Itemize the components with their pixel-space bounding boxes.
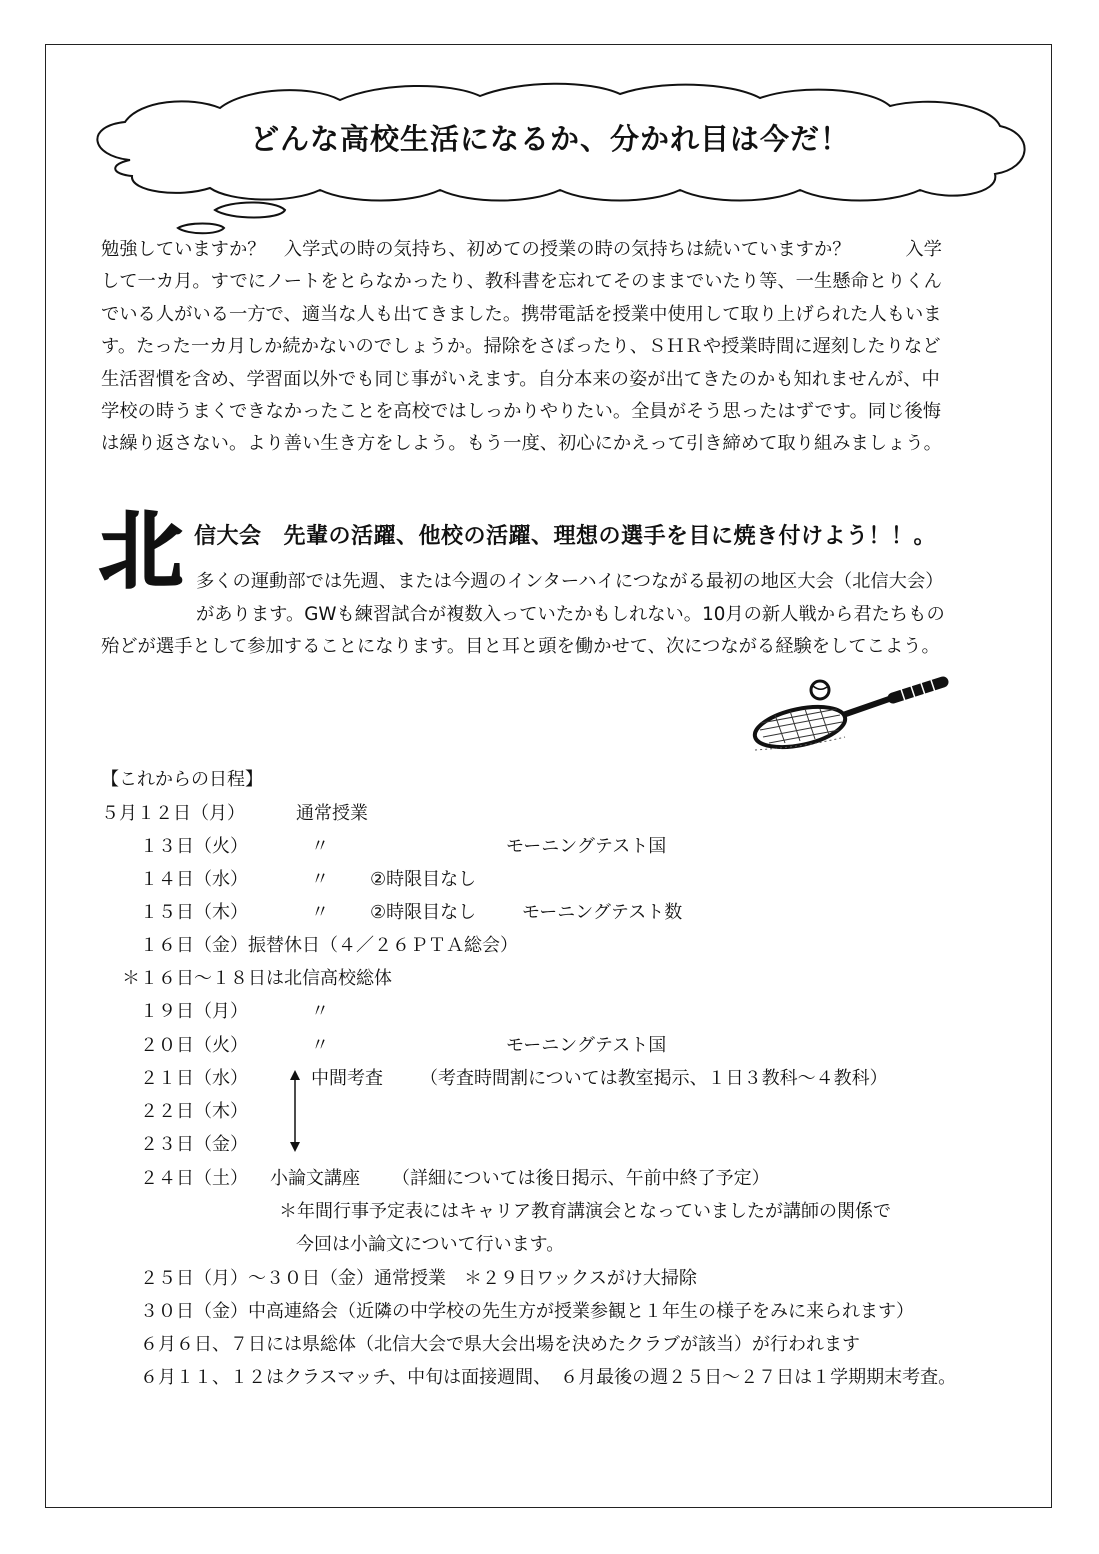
schedule-test: モーニングテスト数 [522, 902, 683, 923]
schedule-event: 小論文講座 [270, 1168, 360, 1189]
schedule-date: ２２日（木） [140, 1101, 248, 1122]
headline: どんな高校生活になるか、分かれ目は今だ！ [249, 122, 850, 156]
schedule-date: ２１日（水） [140, 1068, 248, 1089]
schedule-event: 通常授業 [296, 803, 368, 824]
intro-line: でいる人がいる一方で、適当な人も出てきました。携帯電話を授業中使用して取り上げられた人もいま [101, 303, 942, 325]
schedule-date: １４日（水） [140, 869, 248, 890]
schedule-event: 中間考査 [311, 1068, 383, 1089]
intro-line: して一カ月。すでにノートをとらなかったり、教科書を忘れてそのままでいたり等、一生懸命とりくん [101, 271, 942, 293]
intro-line: 勉強していますか？ 入学式の時の気持ち、初めての授業の時の気持ちは続いていますか？ 入学 [101, 239, 942, 260]
tennis-racket-icon [745, 675, 960, 755]
ditto-mark: 〃 [311, 1035, 329, 1056]
intro-line: 学校の時うまくできなかったことを高校ではしっかりやりたい。全員がそう思ったはずです。同じ後悔 [101, 400, 942, 422]
schedule-detail: （考査時間割については教室掲示、１日３教科～４教科） [420, 1068, 888, 1089]
schedule-note: ＊１６日～１８日は北信高校総体 [122, 968, 392, 989]
section-line: 殆どが選手として参加することになります。目と耳と頭を働かせて、次につながる経験をしてこよう。 [101, 636, 940, 657]
intro-line: 生活習慣を含め、学習面以外でも同じ事がいえます。自分本来の姿が出てきたのかも知れませんが、中 [101, 368, 940, 390]
schedule-date: ２４日（土） [140, 1168, 248, 1189]
ditto-mark: 〃 [311, 1001, 329, 1022]
schedule-test: モーニングテスト国 [506, 1035, 667, 1056]
schedule-date: １９日（月） [140, 1001, 248, 1022]
schedule-line: ２５日（月）～３０日（金）通常授業 ＊２９日ワックスがけ大掃除 [140, 1268, 697, 1289]
section-big-kanji: 北 [99, 502, 184, 600]
schedule-date: １５日（木） [140, 902, 248, 923]
intro-line: は繰り返さない。より善い生き方をしよう。もう一度、初心にかえって引き締めて取り組みましょう。 [101, 433, 942, 455]
schedule-line: ６月１１、１２はクラスマッチ、中旬は面接週間、 ６月最後の週２５日～２７日は１学期期末考査。 [140, 1367, 957, 1388]
intro-paragraph [101, 234, 1006, 461]
schedule-date: １３日（火） [140, 836, 248, 857]
cloud-bubble [70, 78, 1040, 243]
section-title-part1: 信大会 [194, 524, 262, 549]
schedule-line: ３０日（金）中高連絡会（近隣の中学校の先生方が授業参観と１年生の様子をみに来られます） [140, 1301, 914, 1322]
schedule-date: ２０日（火） [140, 1035, 248, 1056]
schedule-note: 今回は小論文について行います。 [296, 1234, 565, 1255]
schedule-line: ６月６日、７日には県総体（北信大会で県大会出場を決めたクラブが該当）が行われます [140, 1334, 860, 1355]
section-title [194, 519, 936, 550]
schedule-event: ②時限目なし [370, 869, 477, 890]
schedule-date: ５月１２日（月） [101, 803, 245, 824]
ditto-mark: 〃 [311, 836, 329, 857]
schedule-test: モーニングテスト国 [506, 836, 667, 857]
schedule-heading: 【これからの日程】 [101, 769, 263, 790]
section-line: があります。GWも練習試合が複数入っていたかもしれない。10月の新人戦から君たちもの [196, 604, 945, 625]
schedule-date: ２３日（金） [140, 1134, 248, 1155]
section-line: 多くの運動部では先週、または今週のインターハイにつながる最初の地区大会（北信大会） [196, 571, 944, 592]
section-title-part2: 先輩の活躍、他校の活躍、理想の選手を目に焼き付けよう！！。 [283, 524, 937, 549]
schedule-date: １６日（金）振替休日（４／２６ＰＴＡ総会） [140, 935, 518, 956]
schedule-event: ②時限目なし [370, 902, 477, 923]
ditto-mark: 〃 [311, 869, 329, 890]
ditto-mark: 〃 [311, 902, 329, 923]
schedule-detail: （詳細については後日掲示、午前中終了予定） [392, 1168, 770, 1189]
intro-line: す。たった一カ月しか続かないのでしょうか。掃除をさぼったり、ＳＨＲや授業時間に遅刻したりなど [101, 336, 941, 358]
schedule-note: ＊年間行事予定表にはキャリア教育講演会となっていましたが講師の関係で [279, 1201, 891, 1222]
double-arrow-icon [287, 1070, 303, 1152]
